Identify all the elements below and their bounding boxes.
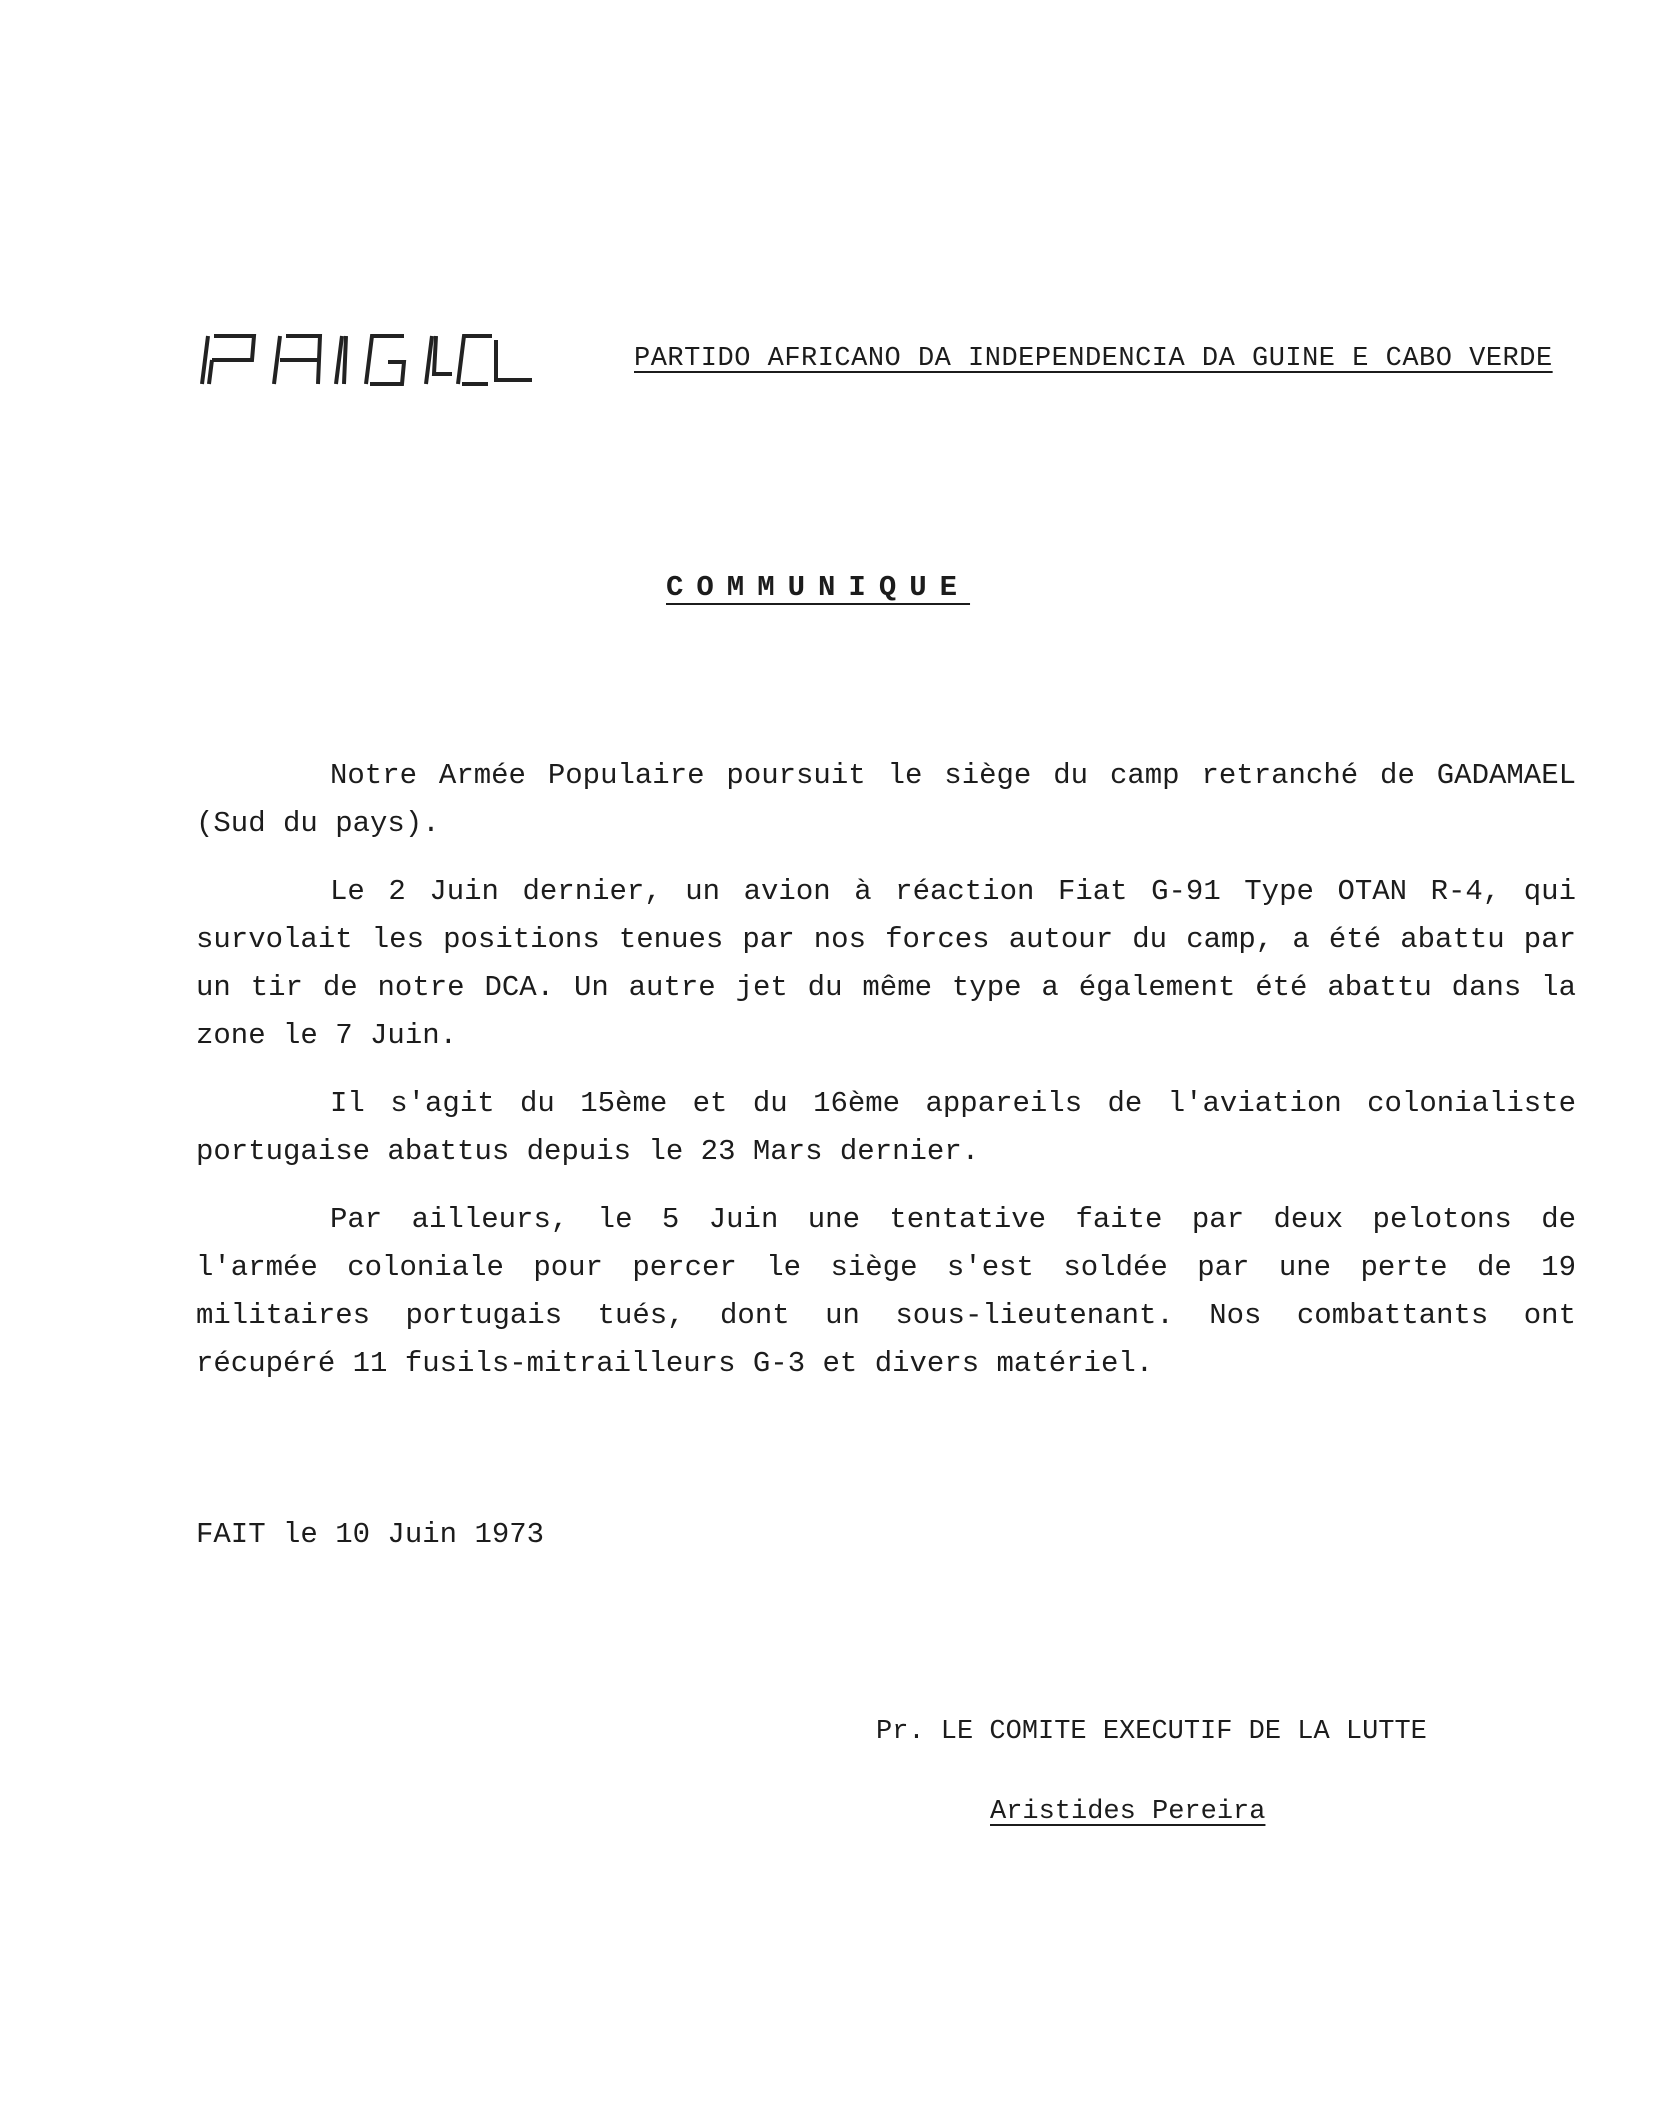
party-name-heading: PARTIDO AFRICANO DA INDEPENDENCIA DA GUINE E CABO VERDE [634, 344, 1553, 374]
paragraph: Notre Armée Populaire poursuit le siège du camp retranché de GADAMAEL (Sud du pays). [196, 759, 1576, 840]
paragraph: Il s'agit du 15ème et du 16ème appareils de l'aviation colonialiste portugaise abattus depuis le 23 Mars dernier. [196, 1087, 1576, 1168]
logo-text: PAIGC [196, 330, 200, 331]
date-line: FAIT le 10 Juin 1973 [196, 1518, 545, 1551]
paigc-logo [196, 330, 536, 388]
communique-body [196, 752, 1576, 1408]
signatory-name: Aristides Pereira [990, 1797, 1266, 1827]
signatory-organization: Pr. LE COMITE EXECUTIF DE LA LUTTE [876, 1717, 1427, 1747]
signature-block [876, 1717, 1427, 1827]
paragraph: Par ailleurs, le 5 Juin une tentative faite par deux pelotons de l'armée coloniale pour percer le siège s'est soldée par une perte de 19 militaires portugais tués, dont un sous-lieutenant. Nos combattants ont récupéré 11 fusils-mitrailleurs G-3 et divers matériel. [196, 1203, 1576, 1380]
paragraph: Le 2 Juin dernier, un avion à réaction Fiat G-91 Type OTAN R-4, qui survolait les positions tenues par nos forces autour du camp, a été abattu par un tir de notre DCA. Un autre jet du même type a également été abattu dans la zone le 7 Juin. [196, 875, 1576, 1052]
document-title: COMMUNIQUE [666, 571, 971, 604]
